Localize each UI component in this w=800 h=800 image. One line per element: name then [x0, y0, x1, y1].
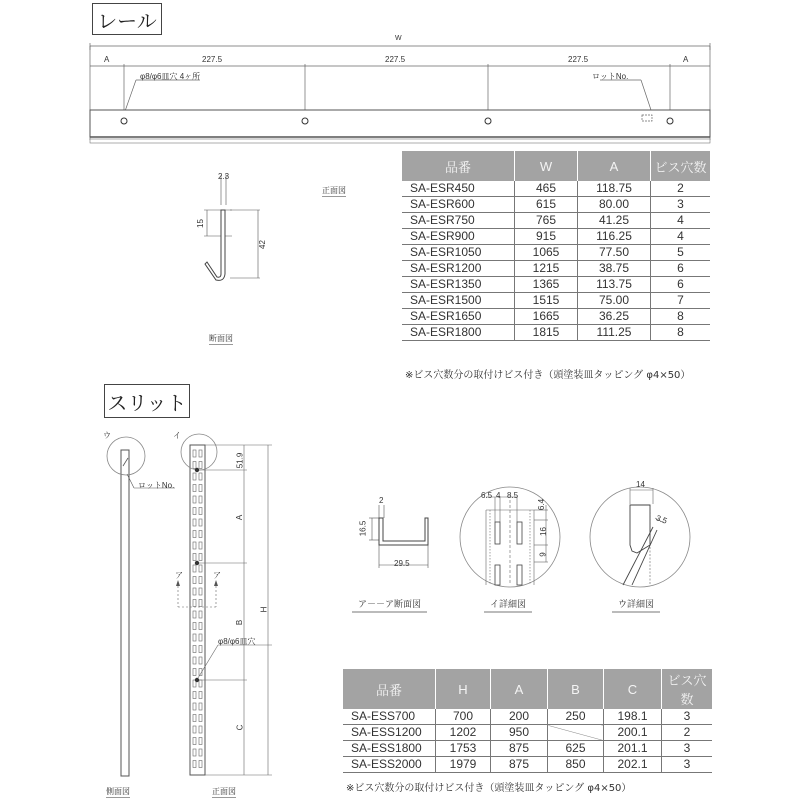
table-cell: SA-ESR750 — [402, 213, 515, 229]
slot — [199, 623, 202, 630]
slot — [193, 554, 196, 561]
slot — [193, 519, 196, 526]
slot — [199, 692, 202, 699]
rail-title-text: レール — [97, 8, 157, 33]
table-cell: 6 — [651, 277, 711, 293]
rail-section-upper: 15 — [195, 219, 205, 228]
table-cell: 1815 — [515, 325, 578, 341]
table-cell: 116.25 — [578, 229, 651, 245]
slot — [199, 611, 202, 618]
slot — [199, 519, 202, 526]
slot — [193, 692, 196, 699]
col-header: ビス穴数 — [662, 669, 713, 709]
slot — [199, 496, 202, 503]
table-row — [343, 757, 712, 773]
i-dim-w1: 6.5 — [481, 491, 493, 500]
table-row — [402, 181, 710, 197]
table-cell: 113.75 — [578, 277, 651, 293]
slit-dim-c: C — [235, 724, 245, 731]
screw-hole — [195, 468, 199, 472]
table-cell: 41.25 — [578, 213, 651, 229]
col-header: A — [491, 669, 548, 709]
table-cell: 3 — [651, 197, 711, 213]
slot — [199, 657, 202, 664]
table-cell: 1665 — [515, 309, 578, 325]
table-cell: 75.00 — [578, 293, 651, 309]
table-cell: 198.1 — [604, 709, 662, 725]
table-row — [402, 309, 710, 325]
screw-hole — [195, 678, 199, 682]
rail-dim-pitch-1: 227.5 — [202, 55, 223, 64]
slot — [199, 588, 202, 595]
marker-u: ウ — [103, 431, 111, 440]
slot — [193, 715, 196, 722]
rail-section-thickness: 2.3 — [218, 172, 230, 181]
table-cell: SA-ESR1500 — [402, 293, 515, 309]
slot — [193, 761, 196, 768]
slot — [193, 542, 196, 549]
slot — [193, 657, 196, 664]
slot — [193, 646, 196, 653]
table-cell: SA-ESR1350 — [402, 277, 515, 293]
rail-spec-table — [402, 151, 710, 341]
slot — [199, 462, 202, 469]
col-header: B — [548, 669, 604, 709]
u-dim-width: 14 — [636, 480, 645, 489]
slot — [199, 646, 202, 653]
table-cell: 1202 — [436, 725, 491, 741]
table-row — [402, 229, 710, 245]
slit-lot-label: ロットNo. — [138, 481, 175, 490]
table-cell: 5 — [651, 245, 711, 261]
table-cell: 1753 — [436, 741, 491, 757]
rail-front-view-caption: 正面図 — [322, 186, 346, 195]
table-cell: SA-ESR450 — [402, 181, 515, 197]
slot — [193, 450, 196, 457]
table-cell: 1979 — [436, 757, 491, 773]
slot — [199, 761, 202, 768]
slot — [199, 680, 202, 687]
slot — [199, 508, 202, 515]
screw-hole — [195, 561, 199, 565]
col-header: ビス穴数 — [651, 151, 711, 181]
slot — [199, 473, 202, 480]
table-cell: 2 — [662, 725, 713, 741]
table-header-row — [343, 669, 712, 709]
slot — [193, 738, 196, 745]
i-dim-h3: 9 — [538, 552, 548, 557]
rail-section-view-caption: 断面図 — [209, 334, 233, 343]
rail-dim-pitch-2: 227.5 — [385, 55, 406, 64]
table-cell: 4 — [651, 213, 711, 229]
table-cell: 38.75 — [578, 261, 651, 277]
table-row — [402, 245, 710, 261]
slot — [193, 496, 196, 503]
table-cell: 765 — [515, 213, 578, 229]
col-header: 品番 — [402, 151, 515, 181]
slit-front-view-caption: 正面図 — [212, 787, 236, 796]
col-header: A — [578, 151, 651, 181]
i-dim-w2: 4 — [496, 491, 501, 500]
table-cell: 850 — [548, 757, 604, 773]
slot — [193, 669, 196, 676]
table-cell: 1215 — [515, 261, 578, 277]
slot — [193, 623, 196, 630]
table-cell: SA-ESR1650 — [402, 309, 515, 325]
table-cell: 200.1 — [604, 725, 662, 741]
table-cell: SA-ESR1050 — [402, 245, 515, 261]
slot — [193, 462, 196, 469]
rail-table-note: ※ビス穴数分の取付けビス付き（頭塗装皿タッピング φ4×50） — [405, 370, 691, 381]
table-cell: 6 — [651, 261, 711, 277]
table-row — [402, 277, 710, 293]
slit-dim-h: H — [259, 606, 269, 613]
table-cell: 875 — [491, 741, 548, 757]
slit-dim-a: A — [235, 514, 245, 521]
table-cell: 118.75 — [578, 181, 651, 197]
table-cell: 465 — [515, 181, 578, 197]
section-marker-left: ア — [175, 571, 183, 580]
i-dim-h2: 16 — [538, 527, 548, 536]
aa-width: 29.5 — [394, 559, 410, 568]
table-cell: 1365 — [515, 277, 578, 293]
slot — [199, 600, 202, 607]
slot — [193, 565, 196, 572]
table-row — [402, 325, 710, 341]
slot — [193, 473, 196, 480]
col-header: C — [604, 669, 662, 709]
u-detail-caption: ウ詳細図 — [612, 597, 660, 613]
slot — [199, 577, 202, 584]
rail-dim-a-right: A — [683, 55, 689, 64]
slit-title-text: スリット — [107, 390, 187, 415]
table-cell: 915 — [515, 229, 578, 245]
table-row — [343, 725, 712, 741]
table-cell: SA-ESR1200 — [402, 261, 515, 277]
rail-dim-a-left: A — [104, 55, 110, 64]
slot — [199, 565, 202, 572]
table-cell: SA-ESR900 — [402, 229, 515, 245]
table-cell: SA-ESR1800 — [402, 325, 515, 341]
screw-hole — [485, 118, 491, 124]
table-cell: 3 — [662, 709, 713, 725]
table-cell: SA-ESS700 — [343, 709, 436, 725]
i-dim-w3: 8.5 — [507, 491, 519, 500]
u-dim-angle: 3.5 — [654, 513, 669, 526]
marker-i: イ — [173, 431, 181, 440]
slot — [199, 531, 202, 538]
slot — [193, 588, 196, 595]
slot — [199, 726, 202, 733]
slot — [193, 577, 196, 584]
slot — [199, 542, 202, 549]
table-cell: 7 — [651, 293, 711, 309]
slot — [199, 485, 202, 492]
slit-dim-top: 51.9 — [235, 452, 245, 469]
col-header: H — [436, 669, 491, 709]
table-cell: 875 — [491, 757, 548, 773]
slit-side-view-caption: 側面図 — [106, 787, 130, 796]
table-cell: 202.1 — [604, 757, 662, 773]
screw-hole — [121, 118, 127, 124]
table-cell: 1065 — [515, 245, 578, 261]
slot — [193, 508, 196, 515]
slot — [193, 485, 196, 492]
slot — [199, 554, 202, 561]
table-cell: 200 — [491, 709, 548, 725]
slot — [193, 726, 196, 733]
table-row — [343, 741, 712, 757]
table-cell — [548, 725, 604, 741]
table-row — [402, 197, 710, 213]
slot — [193, 634, 196, 641]
table-cell: 700 — [436, 709, 491, 725]
slit-title — [104, 384, 190, 418]
table-row — [402, 293, 710, 309]
section-marker-right: ア — [213, 571, 221, 580]
table-cell: 2 — [651, 181, 711, 197]
slot — [199, 749, 202, 756]
rail-dim-pitch-3: 227.5 — [568, 55, 589, 64]
slit-table-note: ※ビス穴数分の取付けビス付き（頭塗装皿タッピング φ4×50） — [346, 783, 632, 794]
table-cell: 77.50 — [578, 245, 651, 261]
table-cell: 625 — [548, 741, 604, 757]
table-row — [343, 709, 712, 725]
col-header: W — [515, 151, 578, 181]
aa-section-caption: ア－－ア断面図 — [352, 597, 427, 613]
table-header-row — [402, 151, 710, 181]
col-header: 品番 — [343, 669, 436, 709]
slot — [193, 600, 196, 607]
table-cell: SA-ESR600 — [402, 197, 515, 213]
slot — [193, 611, 196, 618]
table-cell: 8 — [651, 309, 711, 325]
screw-hole — [667, 118, 673, 124]
slit-dim-b: B — [235, 619, 245, 626]
slot — [193, 749, 196, 756]
table-cell: 36.25 — [578, 309, 651, 325]
rail-section-height: 42 — [257, 240, 267, 249]
slot — [199, 450, 202, 457]
slot — [193, 703, 196, 710]
table-cell: 8 — [651, 325, 711, 341]
table-cell: 615 — [515, 197, 578, 213]
rail-hole-label: φ8/φ6皿穴 4ヶ所 — [140, 72, 201, 81]
table-cell: 111.25 — [578, 325, 651, 341]
table-cell: 3 — [662, 741, 713, 757]
table-cell: SA-ESS1800 — [343, 741, 436, 757]
slot — [199, 738, 202, 745]
slot — [193, 531, 196, 538]
table-cell: 3 — [662, 757, 713, 773]
aa-thickness: 2 — [379, 496, 384, 505]
table-row — [402, 261, 710, 277]
table-cell: 1515 — [515, 293, 578, 309]
rail-dim-w: W — [395, 35, 402, 42]
table-cell: 950 — [491, 725, 548, 741]
table-cell: 4 — [651, 229, 711, 245]
table-cell: 201.1 — [604, 741, 662, 757]
slot — [199, 703, 202, 710]
screw-hole — [302, 118, 308, 124]
rail-lot-label: ロットNo. — [592, 72, 629, 81]
table-cell: SA-ESS1200 — [343, 725, 436, 741]
slit-spec-table — [343, 669, 712, 773]
table-row — [402, 213, 710, 229]
i-dim-h1: 6.4 — [537, 498, 547, 511]
slot — [199, 634, 202, 641]
table-cell: 250 — [548, 709, 604, 725]
slit-hole-label: φ8/φ6皿穴 — [218, 637, 256, 646]
slot — [199, 715, 202, 722]
table-cell: SA-ESS2000 — [343, 757, 436, 773]
i-detail-caption: イ詳細図 — [484, 597, 532, 613]
aa-height: 16.5 — [358, 520, 368, 537]
table-cell: 80.00 — [578, 197, 651, 213]
